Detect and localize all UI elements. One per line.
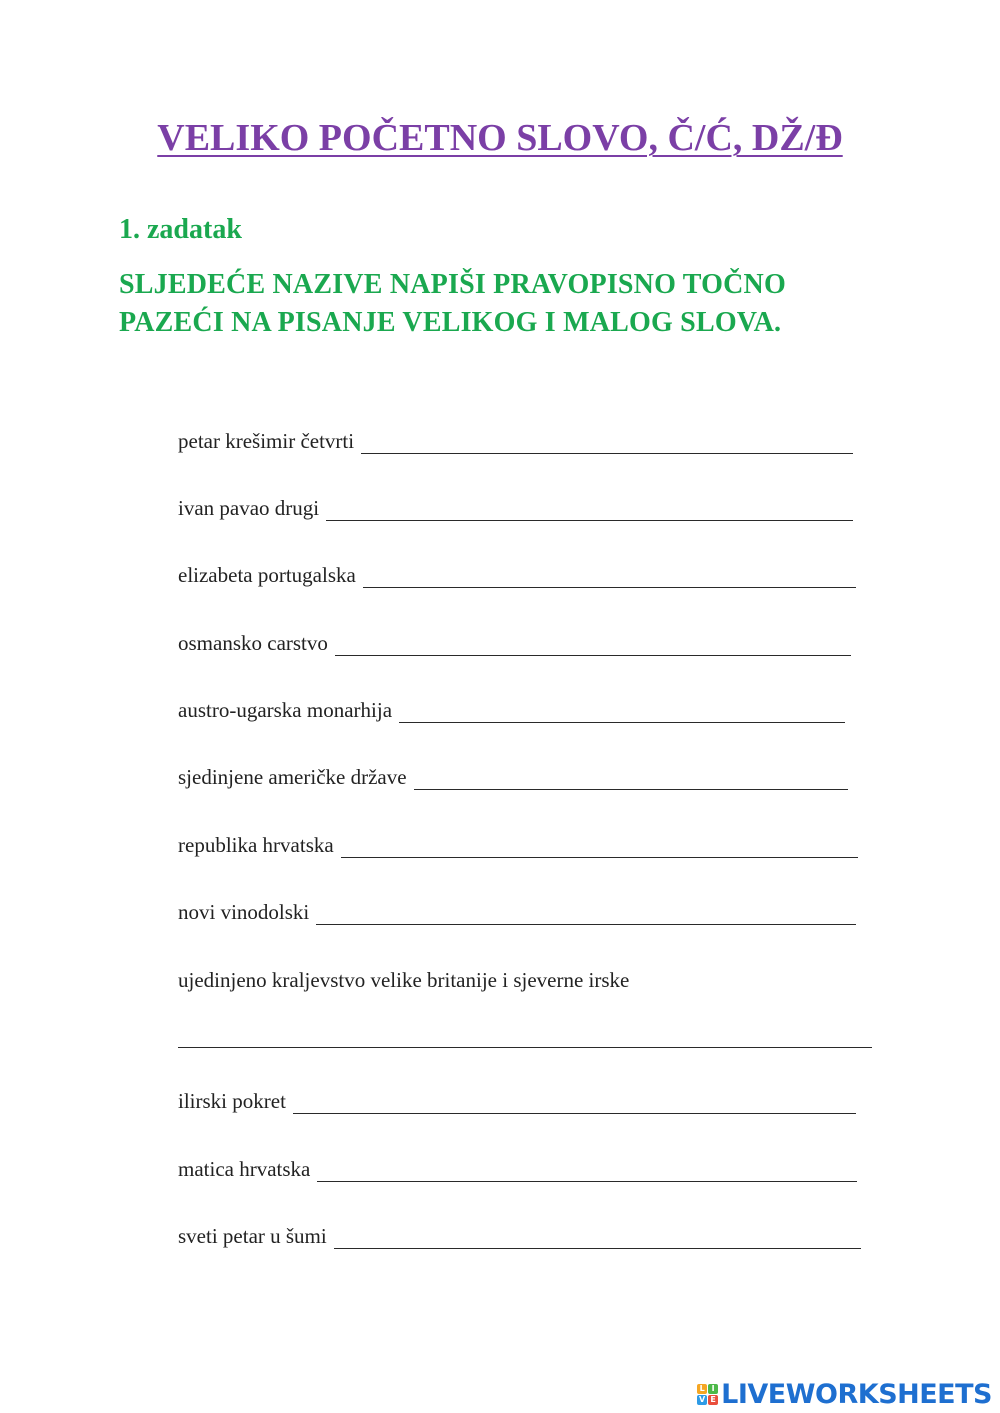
exercise-item	[178, 624, 851, 656]
exercise-item	[178, 422, 853, 454]
item-label: republika hrvatska	[178, 833, 334, 857]
exercise-item	[178, 556, 856, 588]
answer-field[interactable]	[363, 562, 856, 588]
answer-field[interactable]	[178, 1022, 872, 1048]
answer-field[interactable]	[316, 899, 856, 925]
answer-field[interactable]	[399, 697, 845, 723]
answer-field[interactable]	[341, 832, 858, 858]
logo-square: E	[708, 1395, 718, 1405]
answer-field[interactable]	[414, 764, 848, 790]
exercise-item	[178, 758, 848, 790]
instruction-line-2: PAZEĆI NA PISANJE VELIKOG I MALOG SLOVA.	[119, 307, 782, 338]
answer-field[interactable]	[335, 630, 851, 656]
exercise-item	[178, 893, 856, 925]
item-label: ujedinjeno kraljevstvo velike britanije i sjeverne irske	[178, 968, 630, 992]
page-title: VELIKO POČETNO SLOVO, Č/Ć, DŽ/Đ	[157, 117, 843, 159]
exercise-item	[178, 1150, 857, 1182]
item-label: matica hrvatska	[178, 1157, 311, 1181]
item-label: sveti petar u šumi	[178, 1224, 327, 1248]
exercise-item	[178, 691, 845, 723]
exercise-item	[178, 826, 858, 858]
liveworksheets-logo-icon	[697, 1384, 718, 1405]
task-number: 1. zadatak	[119, 214, 242, 245]
task-instruction	[119, 266, 879, 342]
item-label: petar krešimir četvrti	[178, 429, 355, 453]
logo-square: V	[699, 1394, 706, 1404]
answer-field[interactable]	[326, 495, 853, 521]
exercise-item	[178, 489, 853, 521]
logo-square: L	[697, 1384, 707, 1394]
answer-field[interactable]	[293, 1088, 856, 1114]
answer-field[interactable]	[361, 428, 853, 454]
item-label: novi vinodolski	[178, 900, 310, 924]
item-label: ilirski pokret	[178, 1089, 286, 1113]
item-label: austro-ugarska monarhija	[178, 698, 393, 722]
exercise-item	[178, 961, 629, 993]
item-label: sjedinjene američke države	[178, 765, 407, 789]
answer-field[interactable]	[317, 1156, 857, 1182]
logo-square: I	[708, 1384, 718, 1394]
exercise-item	[178, 1217, 861, 1249]
answer-field[interactable]	[334, 1223, 861, 1249]
instruction-line-1: SLJEDEĆE NAZIVE NAPIŠI PRAVOPISNO TOČNO	[119, 269, 786, 300]
exercise-item	[178, 1082, 856, 1114]
logo-text: LIVEWORKSHEETS	[721, 1378, 992, 1410]
item-label: elizabeta portugalska	[178, 563, 356, 587]
item-label: ivan pavao drugi	[178, 496, 320, 520]
item-label: osmansko carstvo	[178, 631, 328, 655]
liveworksheets-logo	[697, 1376, 992, 1412]
